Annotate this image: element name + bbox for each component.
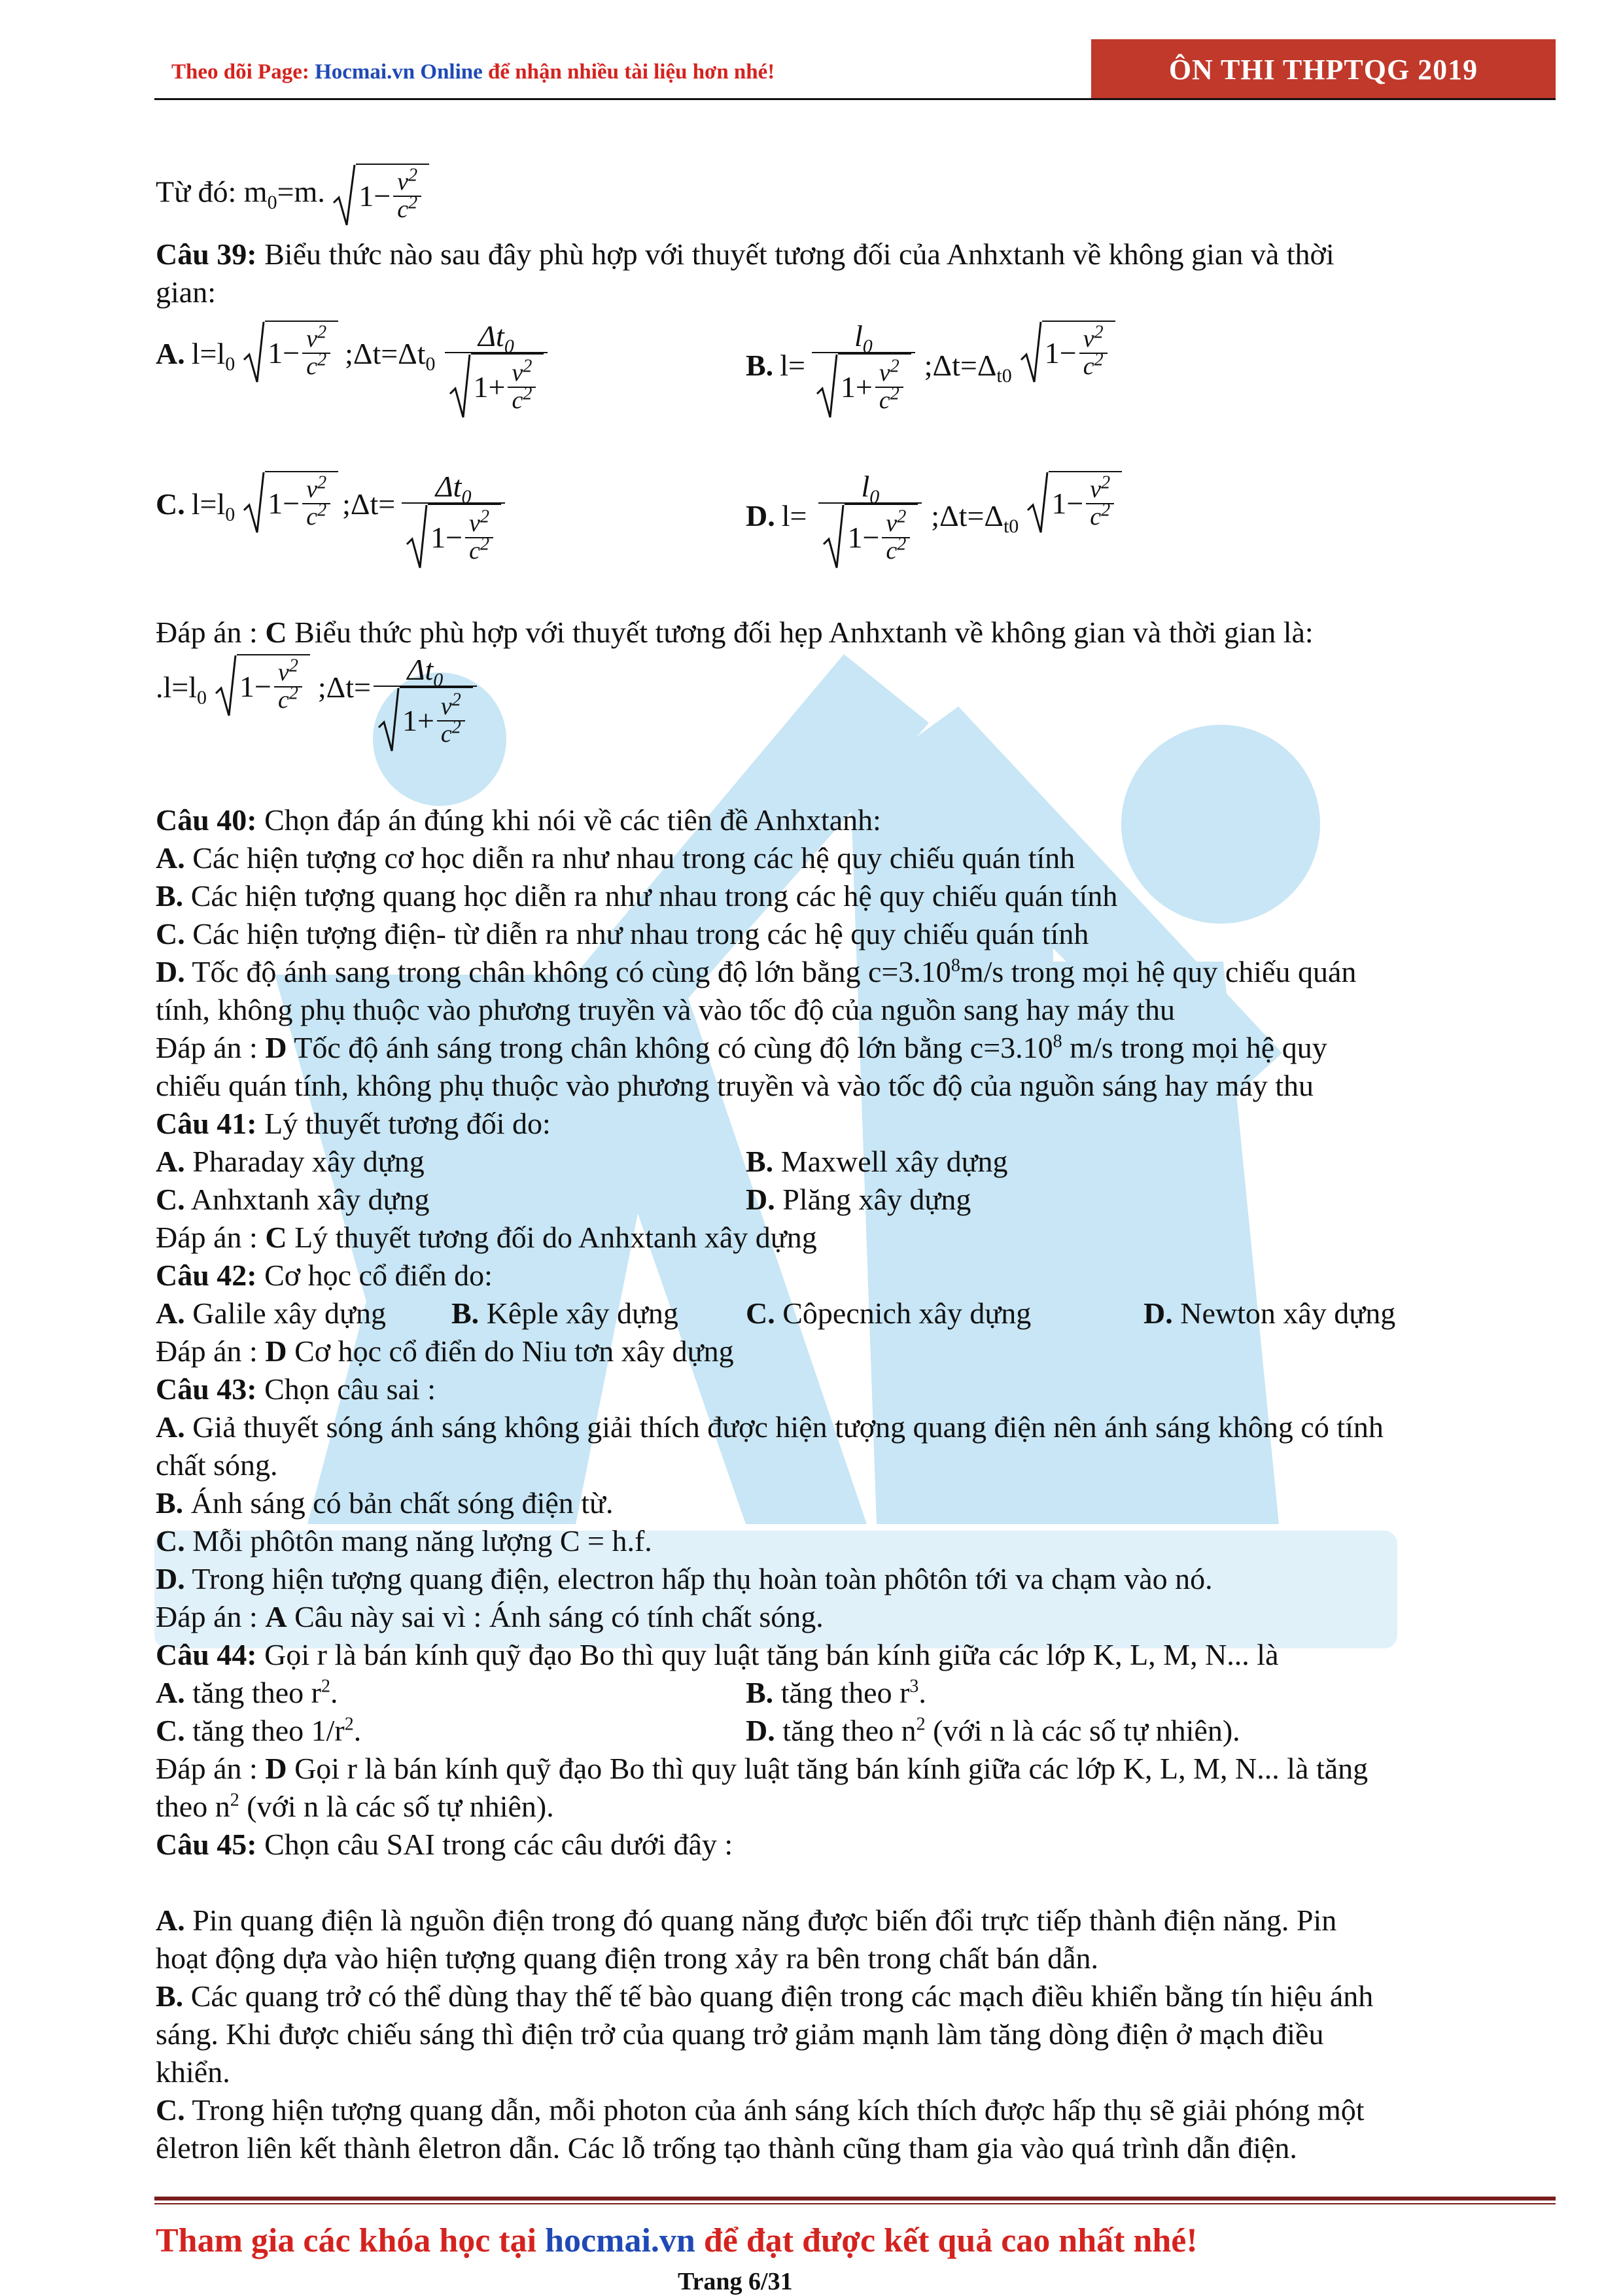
q40-stem — [156, 801, 881, 839]
text: 1 — [840, 370, 856, 404]
text: + — [855, 370, 873, 404]
text: Các hiện tượng điện- từ diễn ra như nhau trong các hệ quy chiếu quán tính — [184, 917, 1089, 950]
text: Các hiện tượng cơ học diễn ra như nhau trong các hệ quy chiếu quán tính — [184, 841, 1075, 875]
option-letter: B. — [746, 1145, 774, 1178]
option-letter: D. — [1143, 1296, 1173, 1330]
text: Cơ học cổ điển do: — [256, 1259, 493, 1292]
text: 2 — [1094, 322, 1104, 343]
sqrt — [816, 353, 911, 419]
text: c — [306, 353, 318, 380]
text: + — [417, 704, 434, 738]
fraction — [812, 321, 915, 419]
text: − — [1066, 487, 1084, 520]
header-divider — [154, 98, 1556, 100]
q39-option-b[interactable] — [746, 321, 1115, 419]
text: Các quang trở có thể dùng thay thế tế bào quang điện trong các mạch điều khiển bằng tín hiệu ánh — [183, 1979, 1374, 2013]
text: Tốc độ ánh sáng trong chân không có cùng độ lớn bằng c=3.10 — [287, 1031, 1053, 1064]
sqrt — [243, 471, 338, 534]
option-letter: A. — [156, 1410, 185, 1444]
text: 2 — [288, 683, 298, 704]
q41-option-d[interactable] — [746, 1181, 971, 1219]
text: 2 — [344, 1714, 354, 1735]
option-letter: A. — [156, 1904, 185, 1937]
sqrt — [822, 504, 918, 569]
fraction — [402, 471, 505, 569]
text: tăng theo n — [775, 1714, 916, 1747]
text: 2 — [317, 349, 327, 370]
answer-key: C — [265, 1221, 287, 1254]
text: Lý thuyết tương đối do Anhxtanh xây dựng — [287, 1221, 817, 1254]
text: l — [854, 319, 863, 353]
answer-43 — [156, 1598, 824, 1636]
text: v — [1090, 476, 1102, 504]
option-letter: C. — [156, 2093, 185, 2127]
footer-divider — [154, 2197, 1556, 2200]
text: Đáp án : — [156, 1600, 266, 1633]
text: . — [918, 1676, 926, 1709]
q45-option-c-2: êletron liên kết thành êletron dẫn. Các lỗ trống tạo thành cũng tham gia vào quá trình dẫn điện. — [156, 2131, 1297, 2165]
q44-stem — [156, 1636, 1279, 1674]
option-letter: C. — [156, 1714, 185, 1747]
text: Anhxtanh xây dựng — [184, 1183, 430, 1216]
text: 1 — [268, 487, 283, 520]
text: 2 — [1101, 500, 1111, 521]
option-letter: C. — [156, 487, 185, 521]
text: c — [879, 387, 890, 415]
text: Chọn đáp án đúng khi nói về các tiên đề Anhxtanh: — [256, 803, 881, 837]
q41-option-b[interactable] — [746, 1143, 1008, 1181]
text: 1 — [402, 704, 417, 738]
line-tu-do — [156, 164, 429, 226]
answer-39 — [156, 614, 1314, 652]
text: l=l — [191, 337, 226, 370]
option-letter: B. — [746, 1676, 774, 1709]
text: Đáp án : — [156, 1221, 266, 1254]
text: Đáp án : — [156, 1334, 266, 1368]
text: c — [469, 537, 480, 565]
option-letter: A. — [156, 337, 185, 370]
answer-key: C — [265, 616, 287, 649]
text: 0 — [862, 336, 873, 358]
q40-option-b[interactable] — [156, 877, 1117, 915]
header-note-suffix: để nhận nhiều tài liệu hơn nhé! — [482, 60, 775, 84]
text: Các hiện tượng quang học diễn ra như nhau trong các hệ quy chiếu quán tính — [183, 879, 1118, 913]
text: 0 — [225, 353, 236, 375]
text: v — [277, 659, 289, 687]
text: t0 — [996, 365, 1012, 387]
answer-42 — [156, 1332, 734, 1370]
text: Δt — [478, 319, 504, 353]
q44-label: Câu 44: — [156, 1638, 257, 1671]
text: 2 — [451, 717, 461, 738]
text: v — [306, 476, 318, 504]
text: 0 — [425, 353, 436, 375]
option-letter: B. — [156, 1979, 184, 2013]
text: Câu này sai vì : Ánh sáng có tính chất sóng. — [287, 1600, 824, 1633]
text: 2 — [1094, 349, 1104, 370]
text: l — [861, 470, 870, 503]
option-letter: D. — [746, 1714, 775, 1747]
text: 2 — [897, 534, 907, 555]
q43-option-c[interactable] — [156, 1522, 652, 1560]
q42-label: Câu 42: — [156, 1259, 257, 1292]
text: Galile xây dựng — [184, 1296, 386, 1330]
q44-option-a[interactable] — [156, 1674, 338, 1712]
q45-option-b[interactable] — [156, 1977, 1373, 2015]
text: Cơ học cổ điển do Niu tơn xây dựng — [287, 1334, 734, 1368]
text: .l=l — [156, 670, 198, 704]
fraction — [445, 321, 548, 419]
q40-option-a[interactable] — [156, 839, 1075, 877]
q45-label: Câu 45: — [156, 1828, 257, 1861]
text: . — [330, 1676, 338, 1709]
q45-option-a-2: hoạt động dựa vào hiện tượng quang điện trong xảy ra bên trong chất bán dẫn. — [156, 1941, 1099, 1975]
text: 2 — [916, 1714, 926, 1735]
text: 2 — [317, 322, 327, 343]
q43-option-a[interactable] — [156, 1408, 1384, 1446]
text: 2 — [523, 356, 532, 377]
text: tăng theo r — [184, 1676, 321, 1709]
q40-option-d-2: tính, không phụ thuộc vào phương truyền và vào tốc độ của nguồn sang hay máy thu — [156, 993, 1176, 1026]
q44-option-b[interactable] — [746, 1674, 926, 1712]
text: v — [886, 510, 898, 538]
text: Chọn câu SAI trong các câu dưới đây : — [256, 1828, 733, 1861]
answer-39-formula — [156, 654, 480, 752]
q45-option-a[interactable] — [156, 1902, 1336, 1939]
text: − — [1059, 336, 1077, 370]
sqrt — [377, 687, 473, 752]
text: Chọn câu sai : — [256, 1372, 436, 1406]
text: m/s trong mọi hệ quy — [1062, 1031, 1327, 1064]
option-letter: C. — [156, 1524, 185, 1557]
option-letter: B. — [451, 1296, 480, 1330]
text: − — [445, 521, 463, 555]
text: 0 — [461, 486, 472, 508]
text: v — [879, 359, 890, 387]
option-letter: A. — [156, 1145, 185, 1178]
text: Newton xây dựng — [1172, 1296, 1396, 1330]
text: ;Δt= — [317, 670, 371, 704]
answer-key: D — [265, 1031, 287, 1064]
text: 2 — [451, 689, 461, 710]
sqrt — [1020, 321, 1115, 383]
text: − — [283, 487, 300, 520]
text: 2 — [890, 356, 899, 377]
text: c — [440, 720, 452, 748]
text: ;Δt=Δ — [924, 349, 997, 382]
q41-option-a[interactable] — [156, 1143, 425, 1181]
text: Biểu thức nào sau đây phù hợp với thuyết tương đối của Anhxtanh về không gian và thời — [256, 237, 1335, 271]
q45-option-b-3: khiển. — [156, 2055, 230, 2089]
option-letter: D. — [746, 1183, 775, 1216]
answer-key: D — [265, 1334, 287, 1368]
option-letter: D. — [156, 955, 185, 988]
option-letter: C. — [156, 1183, 185, 1216]
q44-option-c[interactable] — [156, 1712, 361, 1750]
text: l=l — [191, 487, 226, 521]
text: tăng theo r — [773, 1676, 910, 1709]
option-letter: A. — [156, 1296, 185, 1330]
text: 8 — [951, 955, 960, 976]
text: 2 — [321, 1676, 330, 1697]
text: 0 — [197, 687, 207, 709]
answer-41 — [156, 1219, 817, 1257]
text: c — [512, 387, 523, 415]
text: Δt — [407, 653, 434, 686]
text: + — [488, 370, 506, 404]
text: 2 — [408, 165, 418, 186]
answer-key: D — [265, 1752, 287, 1785]
text: 0 — [433, 669, 444, 691]
text: theo n — [156, 1790, 230, 1823]
q45-option-c[interactable] — [156, 2091, 1365, 2129]
q44-option-d[interactable] — [746, 1712, 1240, 1750]
text: v — [1083, 325, 1094, 353]
text: 1 — [358, 179, 374, 213]
option-letter: B. — [746, 349, 774, 382]
text: 0 — [504, 336, 514, 358]
text: Côpecnich xây dựng — [775, 1296, 1032, 1330]
text: c — [397, 196, 409, 223]
text: 2 — [897, 506, 907, 527]
text: tăng theo 1/r — [184, 1714, 345, 1747]
option-letter: B. — [156, 1486, 184, 1520]
text: ;Δt=Δt — [345, 337, 426, 370]
option-letter: D. — [156, 1562, 185, 1595]
text: Gọi r là bán kính quỹ đạo Bo thì quy luật tăng bán kính giữa các lớp K, L, M, N... là — [256, 1638, 1279, 1671]
text: 1 — [847, 521, 863, 555]
sqrt — [1026, 471, 1122, 534]
text: c — [1083, 353, 1094, 380]
answer-40 — [156, 1029, 1327, 1067]
text: − — [862, 521, 880, 555]
option-letter: C. — [156, 917, 185, 950]
q43-option-d[interactable] — [156, 1560, 1213, 1598]
answer-key: A — [265, 1600, 287, 1633]
text: v — [306, 325, 318, 353]
q41-label: Câu 41: — [156, 1107, 257, 1140]
header-follow-note — [171, 60, 775, 84]
text: ;Δt=Δ — [931, 499, 1003, 532]
q42-option-a[interactable] — [156, 1295, 386, 1332]
q39-option-a[interactable] — [156, 321, 550, 419]
text: 2 — [890, 383, 899, 404]
text: Ánh sáng có bản chất sóng điện từ. — [183, 1486, 614, 1520]
sqrt-1-v2-c2 — [332, 164, 429, 226]
q39-option-d[interactable] — [746, 471, 1122, 569]
q39-stem — [156, 235, 1335, 273]
option-letter: A. — [156, 1676, 185, 1709]
text: t0 — [1003, 515, 1019, 538]
exam-badge: ÔN THI THPTQG 2019 — [1091, 39, 1556, 99]
q40-option-d[interactable] — [156, 953, 1356, 991]
text: Tham gia các khóa học tại — [156, 2222, 546, 2259]
fraction — [818, 471, 922, 569]
text: Tốc độ ánh sang trong chân không có cùng độ lớn bằng c=3.10 — [184, 955, 951, 988]
text: c — [306, 503, 318, 531]
header-note-brand[interactable]: Hocmai.vn Online — [315, 60, 483, 84]
q42-option-c[interactable] — [746, 1295, 1031, 1332]
option-letter: C. — [746, 1296, 775, 1330]
text: 0 — [869, 486, 880, 508]
text: Trong hiện tượng quang điện, electron hấp thụ hoàn toàn phôtôn tới va chạm vào nó. — [184, 1562, 1213, 1595]
q42-stem — [156, 1257, 493, 1295]
text: . — [353, 1714, 362, 1747]
sqrt — [243, 321, 338, 383]
text: 2 — [317, 472, 327, 493]
text: c — [886, 537, 898, 565]
q43-option-a-2: chất sóng. — [156, 1448, 278, 1482]
q45-stem — [156, 1826, 733, 1864]
text: 2 — [1101, 472, 1111, 493]
text: Từ đó: m — [156, 175, 268, 209]
q39-option-c[interactable] — [156, 471, 508, 569]
text: 2 — [288, 655, 298, 676]
text: v — [512, 359, 523, 387]
q42-option-b[interactable] — [451, 1295, 678, 1332]
q39-label: Câu 39: — [156, 237, 257, 271]
text: 1 — [430, 521, 446, 555]
text: Đáp án : — [156, 616, 266, 649]
text: Đáp án : — [156, 1752, 266, 1785]
q41-stem — [156, 1105, 551, 1143]
text: v — [469, 510, 480, 538]
q41-option-c[interactable] — [156, 1181, 429, 1219]
text: Pharaday xây dựng — [184, 1145, 425, 1178]
text: Gọi r là bán kính quỹ đạo Bo thì quy luật tăng bán kính giữa các lớp K, L, M, N... là tăng — [287, 1752, 1369, 1785]
header-note-prefix: Theo dõi Page: — [171, 60, 315, 84]
answer-44 — [156, 1750, 1368, 1788]
text: Giả thuyết sóng ánh sáng không giải thích được hiện tượng quang điện nên ánh sáng không có tính — [184, 1410, 1384, 1444]
answer-44-2 — [156, 1788, 554, 1826]
text: 8 — [1053, 1031, 1062, 1052]
text: Maxwell xây dựng — [773, 1145, 1008, 1178]
q43-stem — [156, 1370, 436, 1408]
text: m/s trong mọi hệ quy chiếu quán — [960, 955, 1357, 988]
option-letter: A. — [156, 841, 185, 875]
q42-option-d[interactable] — [1143, 1295, 1395, 1332]
text: 2 — [523, 383, 532, 404]
footer-brand-link[interactable]: hocmai.vn — [545, 2222, 695, 2259]
text: c — [1090, 503, 1102, 531]
text: 1 — [268, 336, 283, 370]
text: 2 — [480, 534, 489, 555]
text: l= — [781, 499, 807, 532]
q40-label: Câu 40: — [156, 803, 257, 837]
page-number: Trang 6/31 — [678, 2268, 793, 2295]
text: (với n là các số tự nhiên). — [239, 1790, 554, 1823]
text: − — [283, 336, 300, 370]
text: 2 — [317, 500, 327, 521]
option-letter: B. — [156, 879, 184, 913]
text: ;Δt= — [342, 487, 396, 521]
fraction — [374, 654, 477, 752]
q45-option-b-2: sáng. Khi được chiếu sáng thì điện trở của quang trở giảm mạnh làm tăng dòng điện ở mạch điều — [156, 2017, 1324, 2051]
text: 1 — [1051, 487, 1067, 520]
answer-40-2: chiếu quán tính, không phụ thuộc vào phương truyền và vào tốc độ của nguồn sáng hay máy thu — [156, 1069, 1314, 1102]
text: để đạt được kết quả cao nhất nhé! — [695, 2222, 1198, 2259]
option-letter: D. — [746, 499, 775, 532]
text: Đáp án : — [156, 1031, 266, 1064]
text: 1 — [239, 670, 255, 703]
watermark-head-right — [1121, 725, 1320, 924]
text: 3 — [909, 1676, 919, 1697]
q40-option-c[interactable] — [156, 915, 1089, 953]
text: 2 — [230, 1790, 239, 1811]
q43-label: Câu 43: — [156, 1372, 257, 1406]
text: Plăng xây dựng — [775, 1183, 971, 1216]
text: Mỗi phôtôn mang năng lượng C = h.f. — [184, 1524, 652, 1557]
text: 2 — [408, 192, 418, 213]
text: Kêple xây dựng — [479, 1296, 678, 1330]
text: Pin quang điện là nguồn điện trong đó quang năng được biến đổi trực tiếp thành điện năng. Pin — [184, 1904, 1337, 1937]
text: c — [277, 686, 289, 714]
text: (với n là các số tự nhiên). — [925, 1714, 1240, 1747]
text: 1 — [1044, 336, 1060, 370]
text: 0 — [225, 504, 236, 526]
text: Trong hiện tượng quang dẫn, mỗi photon của ánh sáng kích thích được hấp thụ sẽ giải phóng một — [184, 2093, 1365, 2127]
text: 1 — [473, 370, 489, 404]
text: l= — [780, 349, 805, 382]
footer-divider-thin — [154, 2203, 1556, 2204]
text: Biểu thức phù hợp với thuyết tương đối hẹp Anhxtanh về không gian và thời gian là: — [287, 616, 1314, 649]
footer-cta — [156, 2221, 1198, 2260]
text: 0 — [267, 191, 277, 213]
q43-option-b[interactable] — [156, 1484, 613, 1522]
text: − — [254, 670, 271, 703]
text: =m. — [277, 175, 325, 209]
sqrt — [406, 504, 501, 569]
sqrt — [449, 353, 544, 419]
text: v — [440, 693, 452, 721]
text: Δt — [435, 470, 462, 503]
text: Lý thuyết tương đối do: — [256, 1107, 551, 1140]
text: 2 — [480, 506, 489, 527]
text: v — [397, 168, 409, 196]
q39-stem-2: gian: — [156, 275, 216, 309]
sqrt — [215, 654, 310, 717]
text: − — [374, 179, 391, 213]
